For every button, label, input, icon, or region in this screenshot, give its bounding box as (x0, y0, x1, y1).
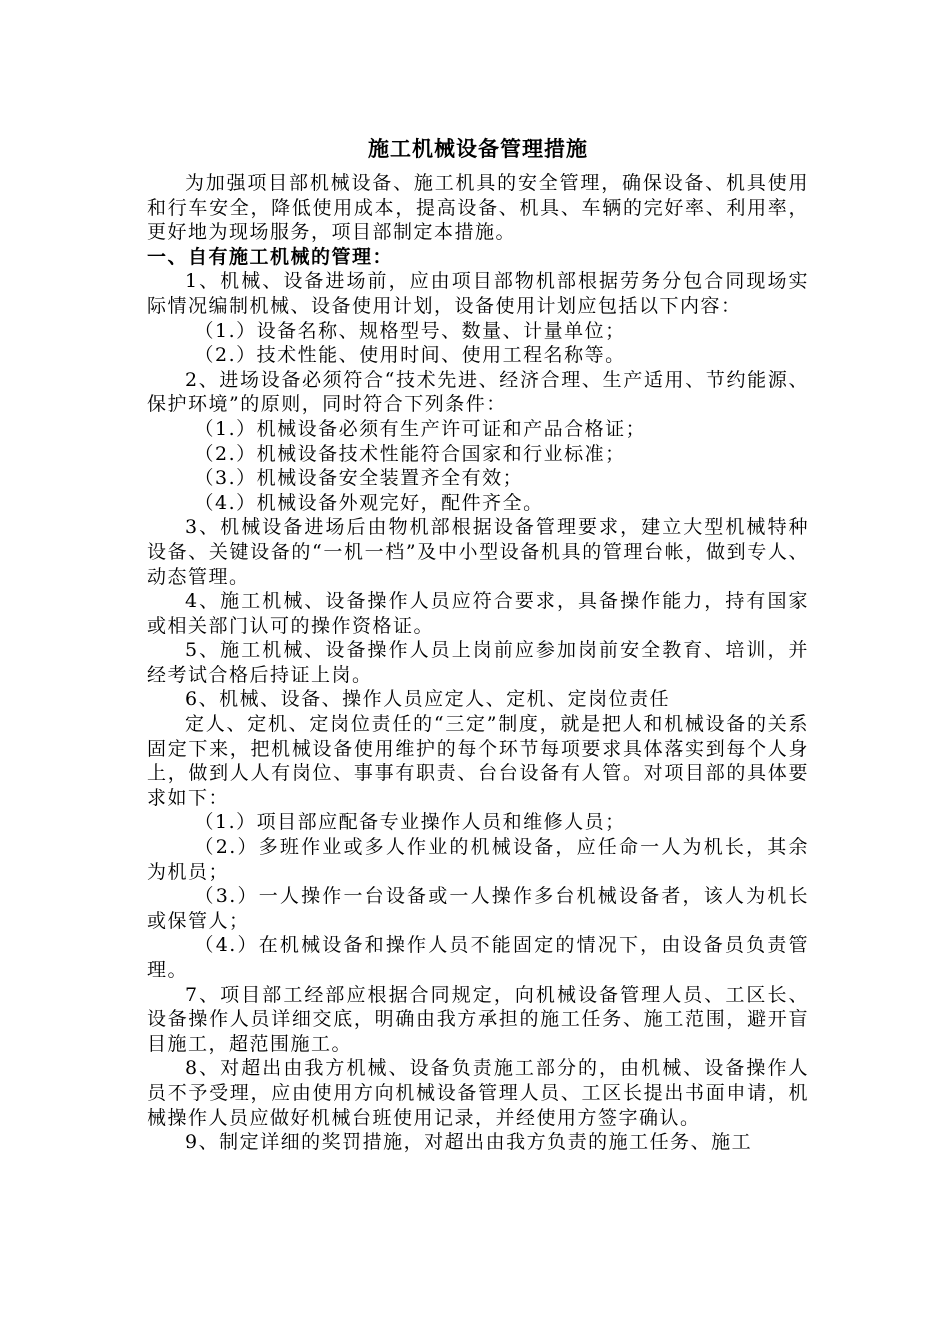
paragraph: 5、施工机械、设备操作人员上岗前应参加岗前安全教育、培训，并经考试合格后持证上岗。 (147, 639, 809, 686)
paragraph: 为加强项目部机械设备、施工机具的安全管理，确保设备、机具使用和行车安全，降低使用成本，提高设备、机具、车辆的完好率、利用率，更好地为现场服务，项目部制定本措施。 (147, 172, 809, 244)
paragraph: 2、进场设备必须符合“技术先进、经济合理、生产适用、节约能源、保护环境”的原则，同时符合下列条件： (147, 368, 809, 416)
paragraph: （4.）机械设备外观完好，配件齐全。 (194, 491, 544, 514)
paragraph: 1、机械、设备进场前，应由项目部物机部根据劳务分包合同现场实际情况编制机械、设备使用计划，设备使用计划应包括以下内容： (147, 270, 809, 317)
paragraph: 4、施工机械、设备操作人员应符合要求，具备操作能力，持有国家或相关部门认可的操作资格证。 (147, 590, 809, 637)
paragraph: （2.）多班作业或多人作业的机械设备，应任命一人为机长，其余为机员； (147, 836, 809, 883)
document-body (147, 171, 809, 1155)
paragraph: 定人、定机、定岗位责任的“三定”制度，就是把人和机械设备的关系固定下来，把机械设备使用维护的每个环节每项要求具体落实到每个人身上，做到人人有岗位、事事有职责、台台设备有人管。对项目部的具体要求如下： (147, 713, 809, 809)
paragraph: 8、对超出由我方机械、设备负责施工部分的，由机械、设备操作人员不予受理，应由使用方向机械设备管理人员、工区长提出书面申请，机械操作人员应做好机械台班使用记录，并经使用方签字确认。 (147, 1057, 809, 1129)
paragraph: （4.）在机械设备和操作人员不能固定的情况下，由设备员负责管理。 (147, 934, 809, 981)
paragraph: （3.）一人操作一台设备或一人操作多台机械设备者，该人为机长或保管人； (147, 885, 809, 932)
paragraph: （1.）项目部应配备专业操作人员和维修人员； (194, 811, 626, 834)
paragraph: 6、机械、设备、操作人员应定人、定机、定岗位责任 (185, 688, 671, 711)
paragraph: （3.）机械设备安全装置齐全有效； (194, 467, 524, 490)
paragraph: （2.）机械设备技术性能符合国家和行业标准； (194, 442, 626, 465)
paragraph: 3、机械设备进场后由物机部根据设备管理要求，建立大型机械特种设备、关键设备的“一机一档”及中小型设备机具的管理台帐，做到专人、动态管理。 (147, 516, 809, 588)
paragraph: 7、项目部工经部应根据合同规定，向机械设备管理人员、工区长、设备操作人员详细交底，明确由我方承担的施工任务、施工范围，避开盲目施工，超范围施工。 (147, 983, 809, 1055)
paragraph: （1.）机械设备必须有生产许可证和产品合格证； (194, 417, 647, 440)
paragraph: （1.）设备名称、规格型号、数量、计量单位； (194, 319, 626, 342)
paragraph: （2.）技术性能、使用时间、使用工程名称等。 (194, 344, 626, 367)
section-heading: 一、自有施工机械的管理： (147, 245, 394, 268)
document-page (147, 135, 809, 1155)
document-title: 施工机械设备管理措施 (368, 136, 588, 161)
paragraph: 9、制定详细的奖罚措施，对超出由我方负责的施工任务、施工 (185, 1131, 753, 1154)
